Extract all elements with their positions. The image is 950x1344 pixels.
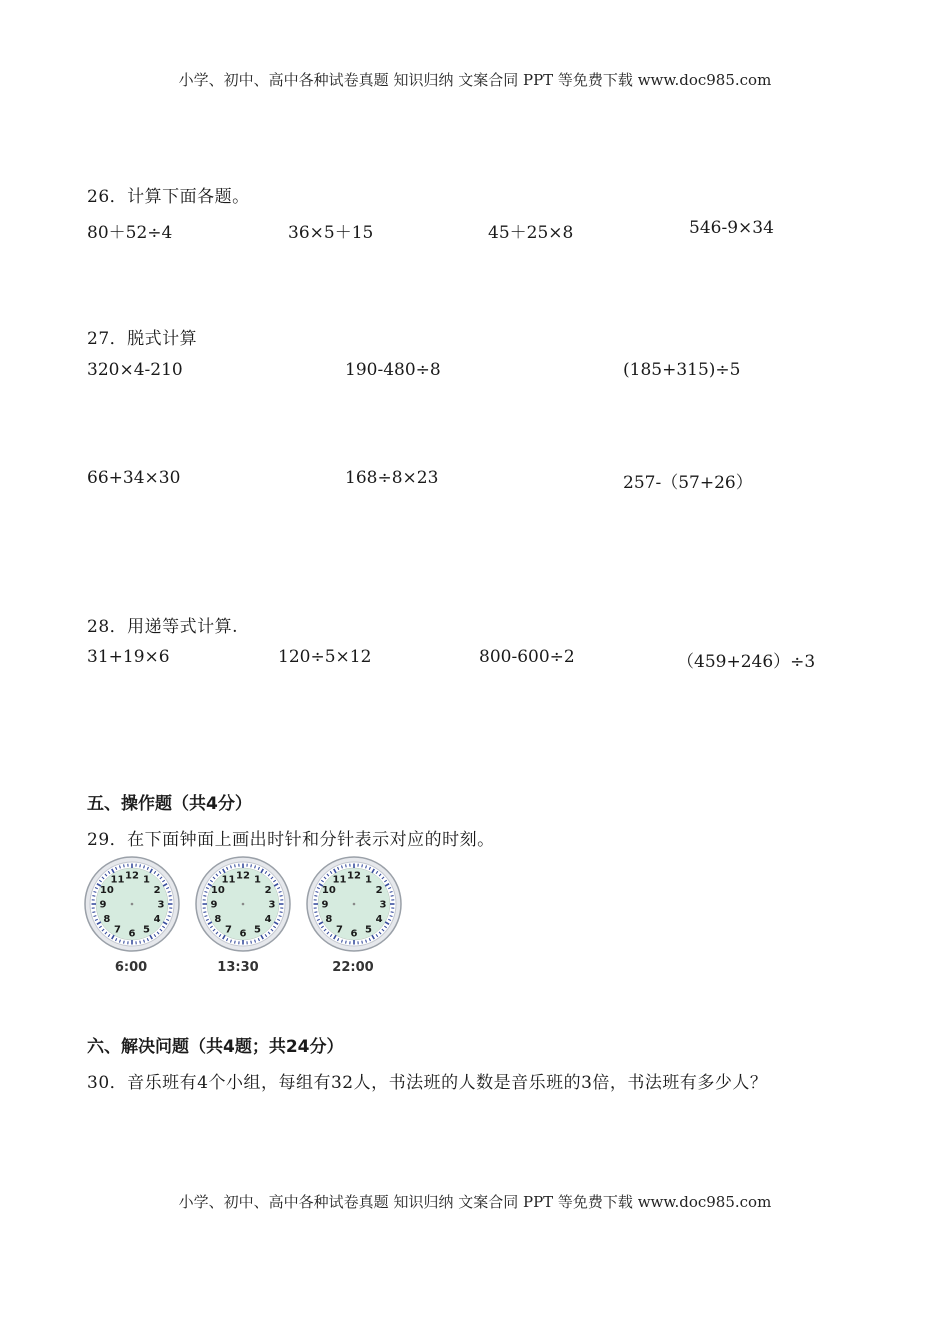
clock-numeral: 2 [153, 885, 161, 896]
clock-numeral: 11 [332, 874, 347, 886]
clock-tick [251, 941, 252, 944]
clock-numeral: 3 [157, 899, 165, 911]
clock-numeral: 9 [321, 899, 329, 911]
q26-expr-3: 45＋25×8 [488, 223, 574, 243]
clock-tick [92, 912, 95, 913]
clock-time-label-3: 22:00 [332, 960, 374, 975]
clock-numeral: 8 [214, 914, 222, 925]
q28-expr-2: 120÷5×12 [278, 647, 372, 667]
clock-numeral: 5 [254, 924, 261, 936]
q28-expr-4: （459+246）÷3 [677, 652, 816, 672]
clock-numeral: 12 [236, 870, 250, 882]
clock-numeral: 7 [336, 924, 343, 936]
clock-center-dot [131, 903, 134, 906]
question-29-title: 29．在下面钟面上画出时针和分针表示对应的时刻。 [87, 830, 495, 850]
clock-face-3[interactable] [306, 856, 402, 952]
clock-tick [280, 896, 283, 897]
section-5-heading: 五、操作题（共4分） [87, 794, 252, 814]
clock-numeral: 10 [321, 885, 336, 896]
clock-tick [280, 912, 283, 913]
clock-face-1[interactable] [84, 856, 180, 952]
clock-tick [235, 864, 236, 867]
q27-expr-2: 190-480÷8 [345, 360, 441, 380]
clock-tick [235, 941, 236, 944]
clock-tick [362, 941, 363, 944]
clock-tick [92, 896, 95, 897]
clock-time-label-1: 6:00 [114, 960, 148, 975]
clock-numeral: 6 [350, 928, 358, 940]
clock-tick [124, 941, 125, 944]
clock-numeral: 1 [365, 874, 372, 886]
clock-tick [140, 941, 141, 944]
clock-numeral: 1 [143, 874, 150, 886]
q27-expr-3: (185+315)÷5 [623, 360, 741, 380]
clock-center-dot [242, 903, 245, 906]
clock-tick [391, 912, 394, 913]
clock-numeral: 10 [210, 885, 225, 896]
clock-numeral: 8 [325, 914, 333, 925]
q26-expr-4: 546-9×34 [689, 218, 774, 238]
clock-numeral: 4 [264, 914, 272, 925]
clock-tick [314, 896, 317, 897]
clock-tick [346, 864, 347, 867]
q27-expr-5: 168÷8×23 [345, 468, 439, 488]
clock-numeral: 1 [254, 874, 261, 886]
question-26-title: 26．计算下面各题。 [87, 187, 250, 207]
clock-numeral: 4 [375, 914, 383, 925]
section-6-heading: 六、解决问题（共4题；共24分） [87, 1037, 344, 1057]
clock-numeral: 11 [110, 874, 125, 886]
question-27-title: 27．脱式计算 [87, 329, 198, 349]
clock-tick [362, 864, 363, 867]
clock-numeral: 9 [210, 899, 218, 911]
clock-tick [169, 912, 172, 913]
question-28-title: 28．用递等式计算. [87, 617, 239, 637]
clock-tick [251, 864, 252, 867]
page-header: 小学、初中、高中各种试卷真题 知识归纳 文案合同 PPT 等免费下载 www.doc985.com [178, 71, 772, 89]
clock-tick [314, 912, 317, 913]
clock-numeral: 5 [143, 924, 150, 936]
clock-numeral: 9 [99, 899, 107, 911]
clock-numeral: 12 [347, 870, 361, 882]
clock-numeral: 5 [365, 924, 372, 936]
clock-numeral: 7 [114, 924, 121, 936]
q28-expr-3: 800-600÷2 [479, 647, 575, 667]
q27-expr-4: 66+34×30 [87, 468, 181, 488]
q27-expr-1: 320×4-210 [87, 360, 183, 380]
clock-numeral: 3 [379, 899, 387, 911]
clock-numeral: 2 [264, 885, 272, 896]
clock-numeral: 12 [125, 870, 139, 882]
clock-numeral: 6 [239, 928, 247, 940]
clock-numeral: 10 [99, 885, 114, 896]
clock-center-dot [353, 903, 356, 906]
q26-expr-2: 36×5＋15 [288, 223, 374, 243]
clock-tick [391, 896, 394, 897]
clock-tick [203, 896, 206, 897]
clock-tick [140, 864, 141, 867]
clock-time-label-2: 13:30 [217, 960, 259, 975]
clock-numeral: 7 [225, 924, 232, 936]
clock-tick [124, 864, 125, 867]
clock-tick [203, 912, 206, 913]
clock-numeral: 8 [103, 914, 111, 925]
clock-numeral: 2 [375, 885, 383, 896]
clock-face-2[interactable] [195, 856, 291, 952]
clock-numeral: 6 [128, 928, 136, 940]
clock-tick [169, 896, 172, 897]
clock-numeral: 3 [268, 899, 276, 911]
q27-expr-6: 257-（57+26） [623, 473, 753, 493]
clock-numeral: 4 [153, 914, 161, 925]
q28-expr-1: 31+19×6 [87, 647, 170, 667]
page-footer: 小学、初中、高中各种试卷真题 知识归纳 文案合同 PPT 等免费下载 www.doc985.com [178, 1193, 772, 1211]
q26-expr-1: 80＋52÷4 [87, 223, 173, 243]
question-30-title: 30．音乐班有4个小组，每组有32人，书法班的人数是音乐班的3倍，书法班有多少人？ [87, 1073, 768, 1093]
clock-tick [346, 941, 347, 944]
clock-numeral: 11 [221, 874, 236, 886]
